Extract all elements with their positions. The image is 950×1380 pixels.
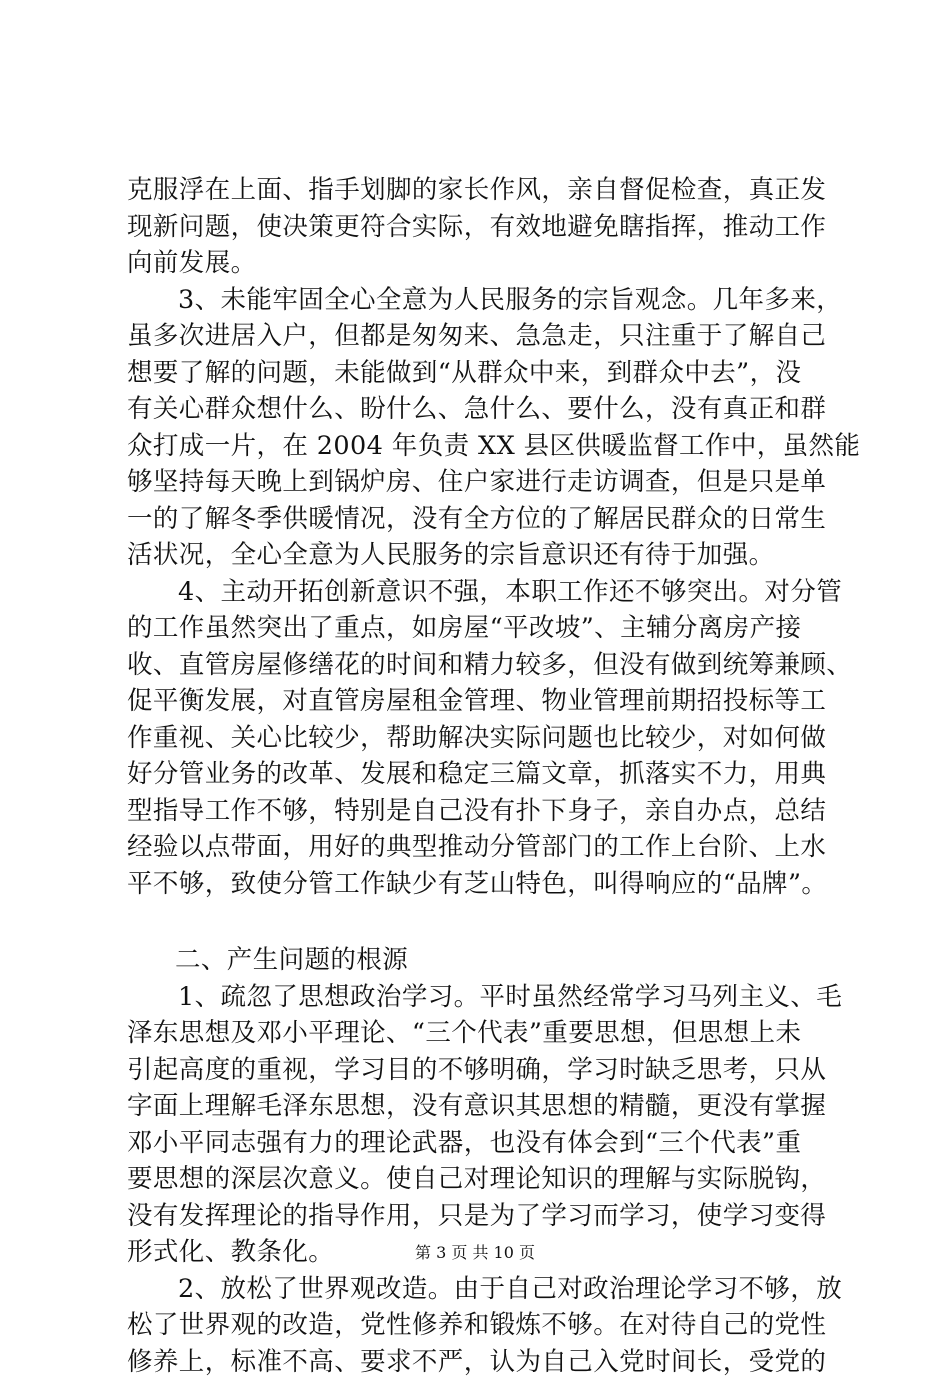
text-line: 好分管业务的改革、发展和稳定三篇文章，抓落实不力，用典 bbox=[127, 756, 833, 793]
paragraph-start-line: 4、主动开拓创新意识不强，本职工作还不够突出。对分管 bbox=[127, 574, 833, 611]
text-line: 经验以点带面，用好的典型推动分管部门的工作上台阶、上水 bbox=[127, 829, 833, 866]
text-line: 型指导工作不够，特别是自己没有扑下身子，亲自办点，总结 bbox=[127, 793, 833, 830]
text-line: 众打成一片，在 2004 年负责 XX 县区供暖监督工作中，虽然能 bbox=[127, 428, 833, 465]
text-line: 要思想的深层次意义。使自己对理论知识的理解与实际脱钩， bbox=[127, 1161, 833, 1198]
text-line: 作重视、关心比较少，帮助解决实际问题也比较少，对如何做 bbox=[127, 720, 833, 757]
document-body bbox=[127, 172, 833, 1380]
text-line: 没有发挥理论的指导作用，只是为了学习而学习，使学习变得 bbox=[127, 1198, 833, 1235]
text-line: 促平衡发展，对直管房屋租金管理、物业管理前期招投标等工 bbox=[127, 683, 833, 720]
text-line: 形式化、教条化。 bbox=[127, 1234, 833, 1271]
page-number-footer: 第 3 页 共 10 页 bbox=[0, 1243, 950, 1263]
text-line: 的工作虽然突出了重点，如房屋“平改坡”、主辅分离房产接 bbox=[127, 610, 833, 647]
paragraph-gap bbox=[127, 902, 833, 942]
text-line: 平不够，致使分管工作缺少有芝山特色，叫得响应的“品牌”。 bbox=[127, 866, 833, 903]
text-line: 克服浮在上面、指手划脚的家长作风，亲自督促检查，真正发 bbox=[127, 172, 833, 209]
text-line: 现新问题，使决策更符合实际，有效地避免瞎指挥，推动工作 bbox=[127, 209, 833, 246]
text-line: 一的了解冬季供暖情况，没有全方位的了解居民群众的日常生 bbox=[127, 501, 833, 538]
text-line: 引起高度的重视，学习目的不够明确，学习时缺乏思考，只从 bbox=[127, 1052, 833, 1089]
text-line: 向前发展。 bbox=[127, 245, 833, 282]
section-heading: 二、产生问题的根源 bbox=[127, 942, 833, 979]
paragraph-start-line: 3、未能牢固全心全意为人民服务的宗旨观念。几年多来， bbox=[127, 282, 833, 319]
text-line: 邓小平同志强有力的理论武器，也没有体会到“三个代表”重 bbox=[127, 1125, 833, 1162]
text-line: 修养上，标准不高、要求不严，认为自己入党时间长，受党的 bbox=[127, 1344, 833, 1380]
paragraph-start-line: 1、疏忽了思想政治学习。平时虽然经常学习马列主义、毛 bbox=[127, 979, 833, 1016]
text-line: 够坚持每天晚上到锅炉房、住户家进行走访调查，但是只是单 bbox=[127, 464, 833, 501]
text-line: 收、直管房屋修缮花的时间和精力较多，但没有做到统筹兼顾、 bbox=[127, 647, 833, 684]
text-line: 泽东思想及邓小平理论、“三个代表”重要思想，但思想上未 bbox=[127, 1015, 833, 1052]
text-line: 想要了解的问题，未能做到“从群众中来，到群众中去”，没 bbox=[127, 355, 833, 392]
paragraph-start-line: 2、放松了世界观改造。由于自己对政治理论学习不够，放 bbox=[127, 1271, 833, 1308]
text-line: 字面上理解毛泽东思想，没有意识其思想的精髓，更没有掌握 bbox=[127, 1088, 833, 1125]
text-line: 松了世界观的改造，党性修养和锻炼不够。在对待自己的党性 bbox=[127, 1307, 833, 1344]
text-line: 虽多次进居入户，但都是匆匆来、急急走，只注重于了解自己 bbox=[127, 318, 833, 355]
text-line: 活状况，全心全意为人民服务的宗旨意识还有待于加强。 bbox=[127, 537, 833, 574]
text-line: 有关心群众想什么、盼什么、急什么、要什么，没有真正和群 bbox=[127, 391, 833, 428]
